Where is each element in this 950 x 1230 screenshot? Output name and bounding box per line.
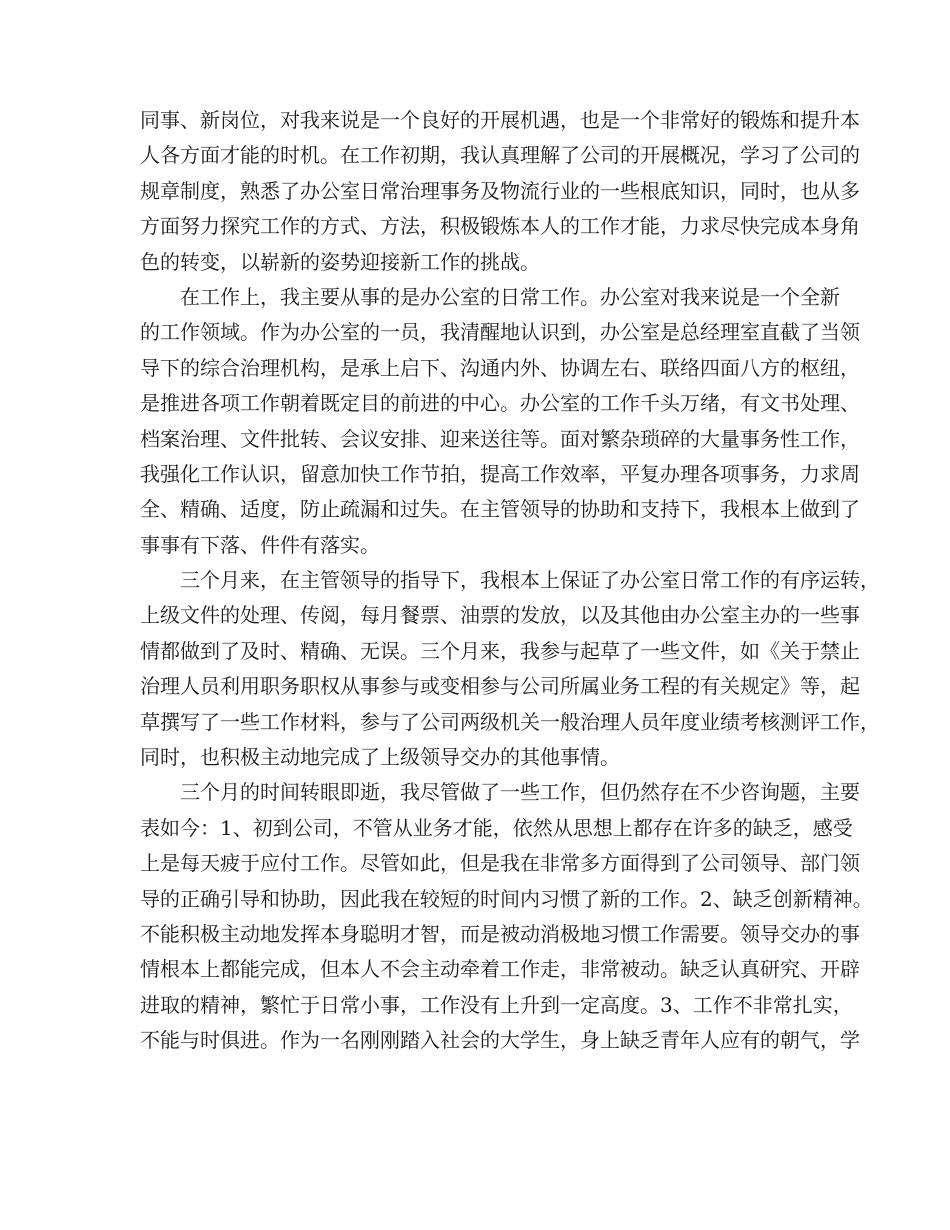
text-line: 的工作领域。作为办公室的一员，我清醒地认识到，办公室是总经理室直截了当领 [140,320,860,345]
text-line: 规章制度，熟悉了办公室日常治理事务及物流行业的一些根底知识，同时，也从多 [140,178,860,203]
text-line: 档案治理、文件批转、会议安排、迎来送往等。面对繁杂琐碎的大量事务性工作， [140,426,860,451]
document-body [140,103,880,1059]
text-line: 是推进各项工作朝着既定目的前进的中心。办公室的工作千头万绪，有文书处理、 [140,391,860,416]
text-line: 进取的精神，繁忙于日常小事，工作没有上升到一定高度。3、工作不非常扎实， [140,992,853,1017]
text-line: 上级文件的处理、传阅，每月餐票、油票的发放，以及其他由办公室主办的一些事 [140,603,860,628]
text-line: 不能积极主动地发挥本身聪明才智，而是被动消极地习惯工作需要。领导交办的事 [140,921,860,946]
paragraph-start-line: 在工作上，我主要从事的是办公室的日常工作。办公室对我来说是一个全新 [180,284,840,309]
text-line: 同事、新岗位，对我来说是一个良好的开展机遇，也是一个非常好的锻炼和提升本 [140,108,860,132]
text-line: 情都做到了及时、精确、无误。三个月来，我参与起草了一些文件，如《关于禁止 [140,638,860,663]
text-line: 导的正确引导和协助，因此我在较短的时间内习惯了新的工作。2、缺乏创新精神。 [140,886,873,911]
text-line: 不能与时俱进。作为一名刚刚踏入社会的大学生，身上缺乏青年人应有的朝气，学 [140,1028,860,1053]
text-line: 上是每天疲于应付工作。尽管如此，但是我在非常多方面得到了公司领导、部门领 [140,851,860,876]
text-line: 事事有下落、件件有落实。 [140,532,380,557]
text-line: 色的转变，以崭新的姿势迎接新工作的挑战。 [140,249,540,274]
text-line: 人各方面才能的时机。在工作初期，我认真理解了公司的开展概况，学习了公司的 [140,143,860,168]
text-line: 情根本上都能完成，但本人不会主动牵着工作走，非常被动。缺乏认真研究、开辟 [140,957,860,982]
text-line: 同时，也积极主动地完成了上级领导交办的其他事情。 [140,745,620,770]
text-line: 我强化工作认识，留意加快工作节拍，提高工作效率，平复办理各项事务，力求周 [140,461,860,486]
text-line: 全、精确、适度，防止疏漏和过失。在主管领导的协助和支持下，我根本上做到了 [140,497,860,522]
paragraph-start-line: 三个月的时间转眼即逝，我尽管做了一些工作，但仍然存在不少咨询题，主要 [180,780,860,805]
text-line: 方面努力探究工作的方式、方法，积极锻炼本人的工作才能，力求尽快完成本身角 [140,214,860,239]
paragraph-start-line: 三个月来，在主管领导的指导下，我根本上保证了办公室日常工作的有序运转， [180,568,880,593]
text-line: 草撰写了一些工作材料，参与了公司两级机关一般治理人员年度业绩考核测评工作， [140,709,880,734]
text-line: 治理人员利用职务职权从事参与或变相参与公司所属业务工程的有关规定》等，起 [140,674,860,699]
text-line: 表如今：1、初到公司，不管从业务才能，依然从思想上都存在许多的缺乏，感受 [140,815,853,840]
text-line: 导下的综合治理机构，是承上启下、沟通内外、协调左右、联络四面八方的枢纽， [140,355,860,380]
